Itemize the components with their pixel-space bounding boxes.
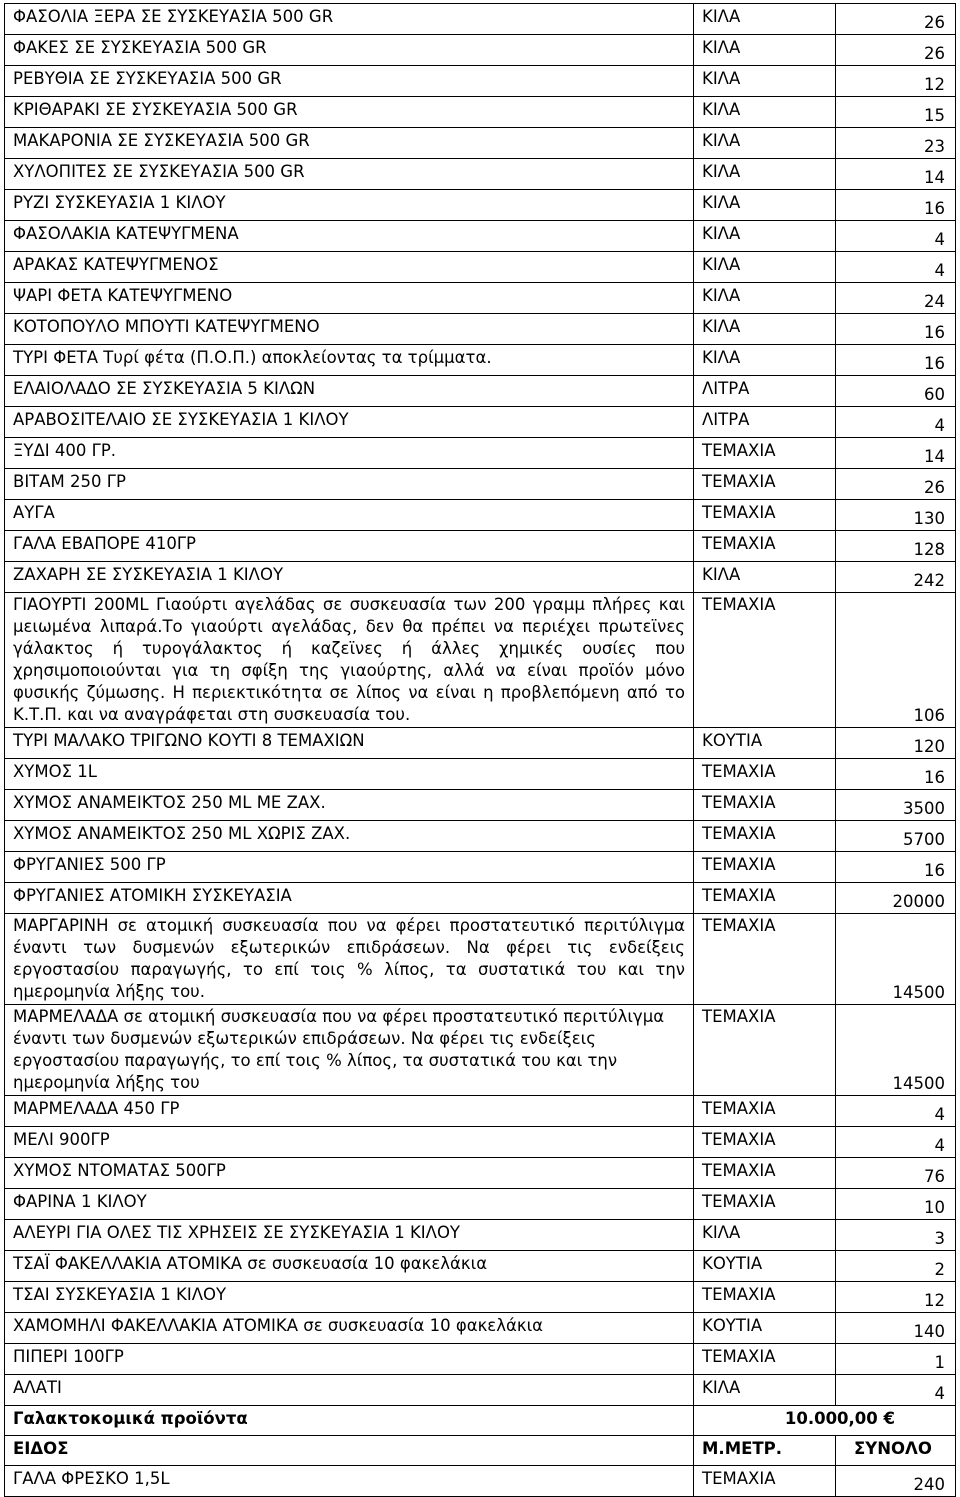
item-name: ΖΑΧΑΡΗ ΣΕ ΣΥΣΚΕΥΑΣΙΑ 1 ΚΙΛΟΥ — [5, 562, 694, 593]
item-unit: ΚΟΥΤΙΑ — [694, 1313, 836, 1344]
table-row — [5, 593, 956, 728]
category-label: Γαλακτοκομικά προϊόντα — [5, 1406, 694, 1436]
table-row — [5, 500, 956, 531]
table-row — [5, 852, 956, 883]
item-name: ΦΑΣΟΛΙΑ ΞΕΡΑ ΣΕ ΣΥΣΚΕΥΑΣΙΑ 500 GR — [5, 4, 694, 35]
item-unit: ΤΕΜΑΧΙΑ — [694, 759, 836, 790]
table-row — [5, 376, 956, 407]
footer-rows — [5, 1406, 956, 1497]
item-quantity: 20000 — [836, 883, 956, 914]
product-rows — [5, 4, 956, 1406]
table-row — [5, 345, 956, 376]
table-row — [5, 1466, 956, 1497]
item-name: ΒΙΤΑΜ 250 ΓΡ — [5, 469, 694, 500]
item-quantity: 16 — [836, 852, 956, 883]
item-unit: ΤΕΜΑΧΙΑ — [694, 1096, 836, 1127]
item-name: ΕΛΑΙΟΛΑΔΟ ΣΕ ΣΥΣΚΕΥΑΣΙΑ 5 ΚΙΛΩΝ — [5, 376, 694, 407]
item-name: ΑΥΓΑ — [5, 500, 694, 531]
item-unit: ΚΙΛΑ — [694, 1375, 836, 1406]
item-unit: ΚΙΛΑ — [694, 190, 836, 221]
item-unit: ΤΕΜΑΧΙΑ — [694, 1344, 836, 1375]
table-row — [5, 252, 956, 283]
item-name: ΧΥΜΟΣ ΑΝΑΜΕΙΚΤΟΣ 250 ML ΧΩΡΙΣ ΖΑΧ. — [5, 821, 694, 852]
table-row — [5, 438, 956, 469]
item-unit: ΚΙΛΑ — [694, 35, 836, 66]
item-unit: ΚΟΥΤΙΑ — [694, 1251, 836, 1282]
item-unit: ΤΕΜΑΧΙΑ — [694, 500, 836, 531]
table-row — [5, 728, 956, 759]
table-row — [5, 1158, 956, 1189]
header-row — [5, 1436, 956, 1466]
item-quantity: 4 — [836, 1127, 956, 1158]
item-quantity: 242 — [836, 562, 956, 593]
item-unit: ΤΕΜΑΧΙΑ — [694, 1466, 836, 1497]
item-quantity: 15 — [836, 97, 956, 128]
item-unit: ΚΙΛΑ — [694, 1220, 836, 1251]
item-name: ΦΡΥΓΑΝΙΕΣ 500 ΓΡ — [5, 852, 694, 883]
item-unit: ΚΙΛΑ — [694, 66, 836, 97]
item-name: ΜΕΛΙ 900ΓΡ — [5, 1127, 694, 1158]
item-unit: ΚΙΛΑ — [694, 345, 836, 376]
item-unit: ΚΟΥΤΙΑ — [694, 728, 836, 759]
item-quantity: 16 — [836, 314, 956, 345]
item-unit: ΚΙΛΑ — [694, 283, 836, 314]
table-row — [5, 914, 956, 1005]
item-name: ΤΣΑΪ ΦΑΚΕΛΛΑΚΙΑ ΑΤΟΜΙΚΑ σε συσκευασία 10 φακελάκια — [5, 1251, 694, 1282]
item-quantity: 1 — [836, 1344, 956, 1375]
item-unit: ΤΕΜΑΧΙΑ — [694, 1005, 836, 1096]
item-name: ΓΙΑΟΥΡΤΙ 200ML Γιαούρτι αγελάδας σε συσκευασία των 200 γραμμ πλήρες και μειωμένα λιπαρά.Το γιαούρτι αγελάδας, δεν θα πρέπει να περιέχει πρωτεϊνες γάλακτος ή τυρογάλακτος ή καζεϊνες ή άλλες χημικές ουσίες που χρησιμοποιούνται για τη σφίξη της γιαούρτης, αλλά να είναι προϊόν μόνο φυσικής ζύμωσης. Η περιεκτικότητα σε λίπος να είναι η προβλεπόμενη από το Κ.Τ.Π. και να αναγράφεται στη συσκευασία του. — [5, 593, 694, 728]
item-unit: ΛΙΤΡΑ — [694, 407, 836, 438]
item-quantity: 14500 — [836, 914, 956, 1005]
euro-symbol: € — [883, 1409, 895, 1428]
item-name: ΚΟΤΟΠΟΥΛΟ ΜΠΟΥΤΙ ΚΑΤΕΨΥΓΜΕΝΟ — [5, 314, 694, 345]
table-row — [5, 35, 956, 66]
item-unit: ΚΙΛΑ — [694, 4, 836, 35]
item-name: ΦΑΚΕΣ ΣΕ ΣΥΣΚΕΥΑΣΙΑ 500 GR — [5, 35, 694, 66]
item-quantity: 60 — [836, 376, 956, 407]
item-unit: ΛΙΤΡΑ — [694, 376, 836, 407]
item-unit: ΤΕΜΑΧΙΑ — [694, 883, 836, 914]
table-row — [5, 821, 956, 852]
table-row — [5, 314, 956, 345]
item-quantity: 23 — [836, 128, 956, 159]
item-quantity: 16 — [836, 345, 956, 376]
item-quantity: 26 — [836, 469, 956, 500]
item-name: ΧΥΜΟΣ ΑΝΑΜΕΙΚΤΟΣ 250 ML ΜΕ ΖΑΧ. — [5, 790, 694, 821]
item-quantity: 16 — [836, 190, 956, 221]
table-row — [5, 1189, 956, 1220]
item-name: ΤΥΡΙ ΦΕΤΑ Τυρί φέτα (Π.Ο.Π.) αποκλείοντας τα τρίμματα. — [5, 345, 694, 376]
item-quantity: 14 — [836, 438, 956, 469]
table-row — [5, 531, 956, 562]
item-name: ΜΑΡΜΕΛΑΔΑ 450 ΓΡ — [5, 1096, 694, 1127]
item-name: ΞΥΔΙ 400 ΓΡ. — [5, 438, 694, 469]
item-quantity: 5700 — [836, 821, 956, 852]
item-unit: ΚΙΛΑ — [694, 314, 836, 345]
table-row — [5, 66, 956, 97]
item-name: ΤΣΑΙ ΣΥΣΚΕΥΑΣΙΑ 1 ΚΙΛΟΥ — [5, 1282, 694, 1313]
item-name: ΧΥΜΟΣ 1L — [5, 759, 694, 790]
item-quantity: 12 — [836, 66, 956, 97]
item-name: ΡΥΖΙ ΣΥΣΚΕΥΑΣΙΑ 1 ΚΙΛΟΥ — [5, 190, 694, 221]
item-name: ΧΑΜΟΜΗΛΙ ΦΑΚΕΛΛΑΚΙΑ ΑΤΟΜΙΚΑ σε συσκευασία 10 φακελάκια — [5, 1313, 694, 1344]
table-row — [5, 4, 956, 35]
item-quantity: 240 — [836, 1466, 956, 1497]
item-unit: ΤΕΜΑΧΙΑ — [694, 469, 836, 500]
item-name: ΓΑΛΑ ΕΒΑΠΟΡΕ 410ΓΡ — [5, 531, 694, 562]
item-quantity: 120 — [836, 728, 956, 759]
item-name: ΦΑΡΙΝΑ 1 ΚΙΛΟΥ — [5, 1189, 694, 1220]
item-name: ΤΥΡΙ ΜΑΛΑΚΟ ΤΡΙΓΩΝΟ ΚΟΥΤΙ 8 ΤΕΜΑΧΙΩΝ — [5, 728, 694, 759]
item-name: ΧΥΛΟΠΙΤΕΣ ΣΕ ΣΥΣΚΕΥΑΣΙΑ 500 GR — [5, 159, 694, 190]
table-row — [5, 469, 956, 500]
item-quantity: 12 — [836, 1282, 956, 1313]
item-unit: ΤΕΜΑΧΙΑ — [694, 1158, 836, 1189]
table-row — [5, 1127, 956, 1158]
item-name: ΧΥΜΟΣ ΝΤΟΜΑΤΑΣ 500ΓΡ — [5, 1158, 694, 1189]
item-quantity: 4 — [836, 252, 956, 283]
item-quantity: 140 — [836, 1313, 956, 1344]
item-unit: ΤΕΜΑΧΙΑ — [694, 914, 836, 1005]
item-quantity: 26 — [836, 35, 956, 66]
item-unit: ΤΕΜΑΧΙΑ — [694, 438, 836, 469]
table-row — [5, 883, 956, 914]
item-name: ΡΕΒΥΘΙΑ ΣΕ ΣΥΣΚΕΥΑΣΙΑ 500 GR — [5, 66, 694, 97]
item-name: ΑΡΑΒΟΣΙΤΕΛΑΙΟ ΣΕ ΣΥΣΚΕΥΑΣΙΑ 1 ΚΙΛΟΥ — [5, 407, 694, 438]
item-quantity: 130 — [836, 500, 956, 531]
item-unit: ΚΙΛΑ — [694, 562, 836, 593]
item-quantity: 3 — [836, 1220, 956, 1251]
table-row — [5, 759, 956, 790]
item-name: ΦΑΣΟΛΑΚΙΑ ΚΑΤΕΨΥΓΜΕΝΑ — [5, 221, 694, 252]
table-row — [5, 562, 956, 593]
item-name: ΑΛΕΥΡΙ ΓΙΑ ΟΛΕΣ ΤΙΣ ΧΡΗΣΕΙΣ ΣΕ ΣΥΣΚΕΥΑΣΙΑ 1 ΚΙΛΟΥ — [5, 1220, 694, 1251]
table-row — [5, 221, 956, 252]
category-amount: 10.000,00 — [784, 1409, 878, 1428]
category-row — [5, 1406, 956, 1436]
item-quantity: 128 — [836, 531, 956, 562]
header-total: ΣΥΝΟΛΟ — [836, 1436, 956, 1466]
table-row — [5, 790, 956, 821]
item-name: ΠΙΠΕΡΙ 100ΓΡ — [5, 1344, 694, 1375]
item-quantity: 10 — [836, 1189, 956, 1220]
item-quantity: 26 — [836, 4, 956, 35]
item-unit: ΤΕΜΑΧΙΑ — [694, 852, 836, 883]
item-unit: ΚΙΛΑ — [694, 221, 836, 252]
table-row — [5, 97, 956, 128]
item-unit: ΤΕΜΑΧΙΑ — [694, 593, 836, 728]
item-quantity: 3500 — [836, 790, 956, 821]
item-name: ΜΑΡΜΕΛΑΔΑ σε ατομική συσκευασία που να φέρει προστατευτικό περιτύλιγμα έναντι των δυσμενών εξωτερικών επιδράσεων. Να φέρει τις ενδείξεις εργοστασίου παραγωγής, το επί τοις % λίπος, τα συστατικά του και την ημερομηνία λήξης του — [5, 1005, 694, 1096]
item-name: ΨΑΡΙ ΦΕΤΑ ΚΑΤΕΨΥΓΜΕΝΟ — [5, 283, 694, 314]
item-name: ΦΡΥΓΑΝΙΕΣ ΑΤΟΜΙΚΗ ΣΥΣΚΕΥΑΣΙΑ — [5, 883, 694, 914]
table-row — [5, 1375, 956, 1406]
product-table — [4, 3, 956, 1497]
table-row — [5, 1005, 956, 1096]
table-row — [5, 1096, 956, 1127]
item-name: ΑΛΑΤΙ — [5, 1375, 694, 1406]
item-unit: ΤΕΜΑΧΙΑ — [694, 1127, 836, 1158]
item-unit: ΤΕΜΑΧΙΑ — [694, 821, 836, 852]
item-unit: ΤΕΜΑΧΙΑ — [694, 1282, 836, 1313]
item-unit: ΤΕΜΑΧΙΑ — [694, 790, 836, 821]
table-row — [5, 1344, 956, 1375]
table-row — [5, 1313, 956, 1344]
table-row — [5, 1282, 956, 1313]
header-item: ΕΙΔΟΣ — [5, 1436, 694, 1466]
item-unit: ΚΙΛΑ — [694, 128, 836, 159]
item-name: ΜΑΚΑΡΟΝΙΑ ΣΕ ΣΥΣΚΕΥΑΣΙΑ 500 GR — [5, 128, 694, 159]
item-unit: ΚΙΛΑ — [694, 159, 836, 190]
item-name: ΓΑΛΑ ΦΡΕΣΚΟ 1,5L — [5, 1466, 694, 1497]
item-unit: ΤΕΜΑΧΙΑ — [694, 531, 836, 562]
item-quantity: 4 — [836, 221, 956, 252]
table-row — [5, 190, 956, 221]
item-quantity: 106 — [836, 593, 956, 728]
item-name: ΜΑΡΓΑΡΙΝΗ σε ατομική συσκευασία που να φέρει προστατευτικό περιτύλιγμα έναντι των δυσμενών εξωτερικών επιδράσεων. Να φέρει τις ενδείξεις εργοστασίου παραγωγής, το επί τοις % λίπος, τα συστατικά του και την ημερομηνία λήξης του. — [5, 914, 694, 1005]
item-quantity: 4 — [836, 1375, 956, 1406]
item-name: ΚΡΙΘΑΡΑΚΙ ΣΕ ΣΥΣΚΕΥΑΣΙΑ 500 GR — [5, 97, 694, 128]
item-quantity: 14500 — [836, 1005, 956, 1096]
item-quantity: 2 — [836, 1251, 956, 1282]
table-row — [5, 128, 956, 159]
table-row — [5, 1220, 956, 1251]
table-row — [5, 283, 956, 314]
table-row — [5, 407, 956, 438]
item-quantity: 24 — [836, 283, 956, 314]
item-quantity: 4 — [836, 407, 956, 438]
item-unit: ΤΕΜΑΧΙΑ — [694, 1189, 836, 1220]
item-quantity: 76 — [836, 1158, 956, 1189]
item-quantity: 16 — [836, 759, 956, 790]
item-unit: ΚΙΛΑ — [694, 97, 836, 128]
item-quantity: 14 — [836, 159, 956, 190]
table-row — [5, 159, 956, 190]
category-amount-cell — [694, 1406, 956, 1436]
table-row — [5, 1251, 956, 1282]
item-name: ΑΡΑΚΑΣ ΚΑΤΕΨΥΓΜΕΝΟΣ — [5, 252, 694, 283]
item-unit: ΚΙΛΑ — [694, 252, 836, 283]
header-unit: Μ.ΜΕΤΡ. — [694, 1436, 836, 1466]
item-quantity: 4 — [836, 1096, 956, 1127]
